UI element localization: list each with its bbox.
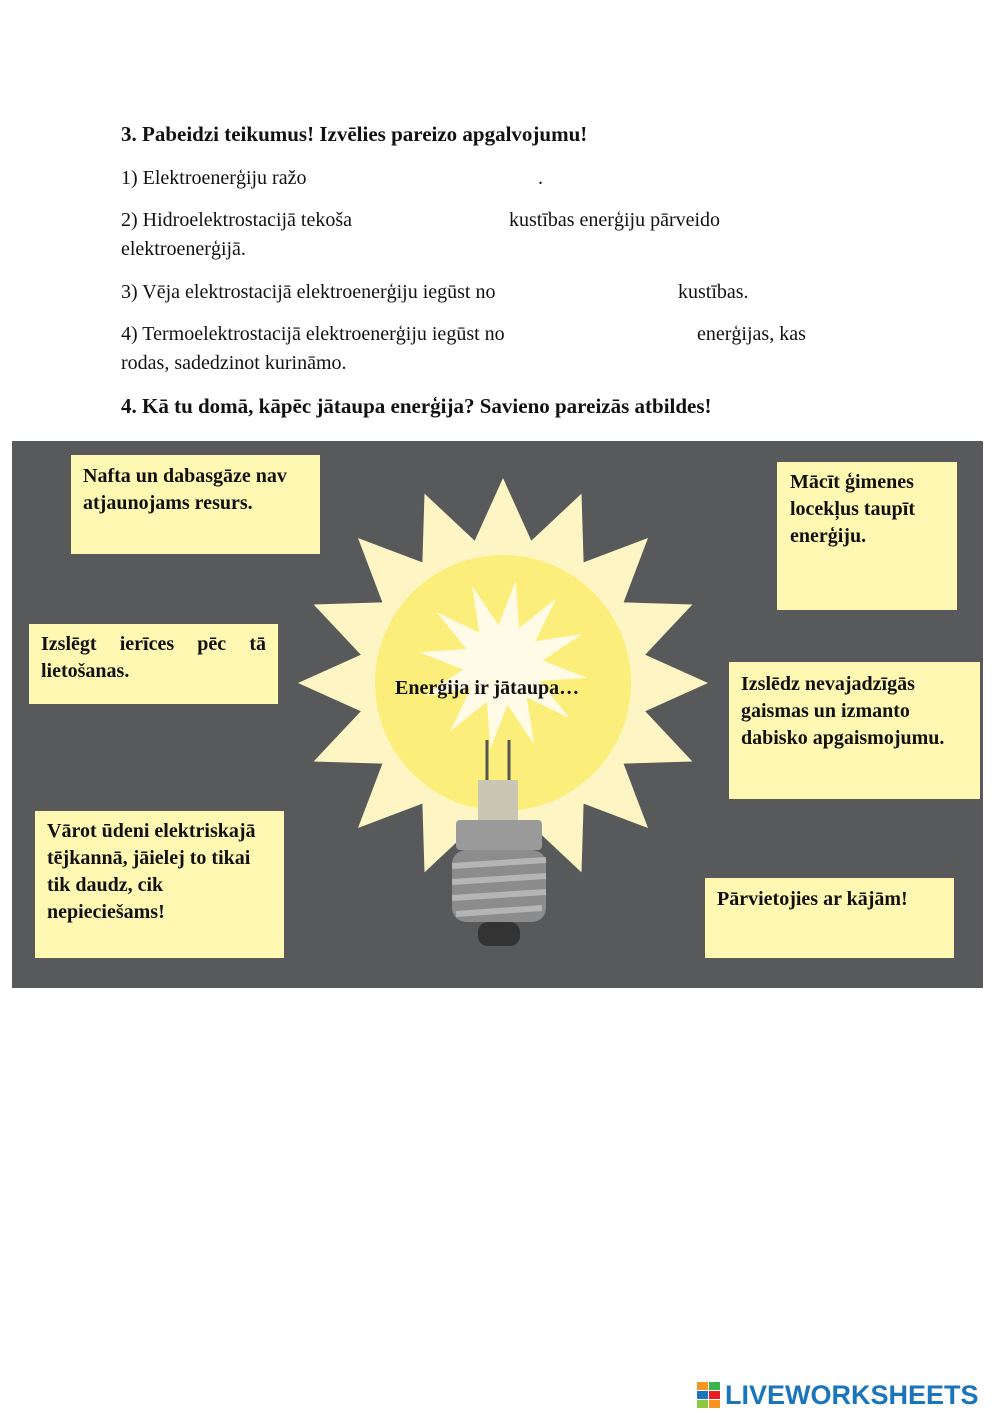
bulb-neck-icon bbox=[478, 780, 518, 822]
answer-card-walk[interactable]: Pārvietojies ar kājām! bbox=[705, 878, 954, 958]
sentence-3-start: 3) Vēja elektrostacijā elektroenerģiju iegūst no bbox=[121, 281, 496, 303]
bulb-base-icon bbox=[452, 820, 546, 946]
sentence-4-start: 4) Termoelektrostacijā elektroenerģiju iegūst no bbox=[121, 323, 505, 345]
sentence-4-end: rodas, sadedzinot kurināmo. bbox=[121, 352, 347, 374]
center-label: Enerģija ir jātaupa… bbox=[395, 677, 580, 699]
answer-card-oil-gas[interactable]: Nafta un dabasgāze nav atjaunojams resurs. bbox=[71, 455, 320, 554]
question-4-title: 4. Kā tu domā, kāpēc jātaupa enerģija? Savieno pareizās atbildes! bbox=[121, 394, 712, 418]
sentence-2-end: elektroenerģijā. bbox=[121, 238, 246, 260]
liveworksheets-logo-text: LIVEWORKSHEETS bbox=[725, 1379, 979, 1410]
answer-card-switch-off-devices[interactable]: Izslēgt ierīces pēc tā lietošanas. bbox=[29, 624, 278, 704]
sentence-1-end: . bbox=[538, 167, 543, 189]
liveworksheets-logo bbox=[697, 1377, 979, 1413]
sentence-3-end: kustības. bbox=[678, 281, 749, 303]
answer-card-kettle-water[interactable]: Vārot ūdeni elektriskajā tējkannā, jāielej to tikai tik daudz, cik nepieciešams! bbox=[35, 811, 284, 958]
answer-card-teach-family[interactable]: Mācīt ģimenes locekļus taupīt enerģiju. bbox=[777, 462, 957, 610]
liveworksheets-logo-icon bbox=[697, 1382, 721, 1408]
sentence-4-middle: enerģijas, kas bbox=[697, 323, 806, 345]
question-3-title: 3. Pabeidzi teikumus! Izvēlies pareizo apgalvojumu! bbox=[121, 122, 588, 146]
sentence-1-start: 1) Elektroenerģiju ražo bbox=[121, 167, 307, 189]
sentence-2-start: 2) Hidroelektrostacijā tekoša bbox=[121, 209, 353, 231]
sentence-2-middle: kustības enerģiju pārveido bbox=[509, 209, 721, 231]
answer-card-lights-daylight[interactable]: Izslēdz nevajadzīgās gaismas un izmanto dabisko apgaismojumu. bbox=[729, 662, 980, 799]
